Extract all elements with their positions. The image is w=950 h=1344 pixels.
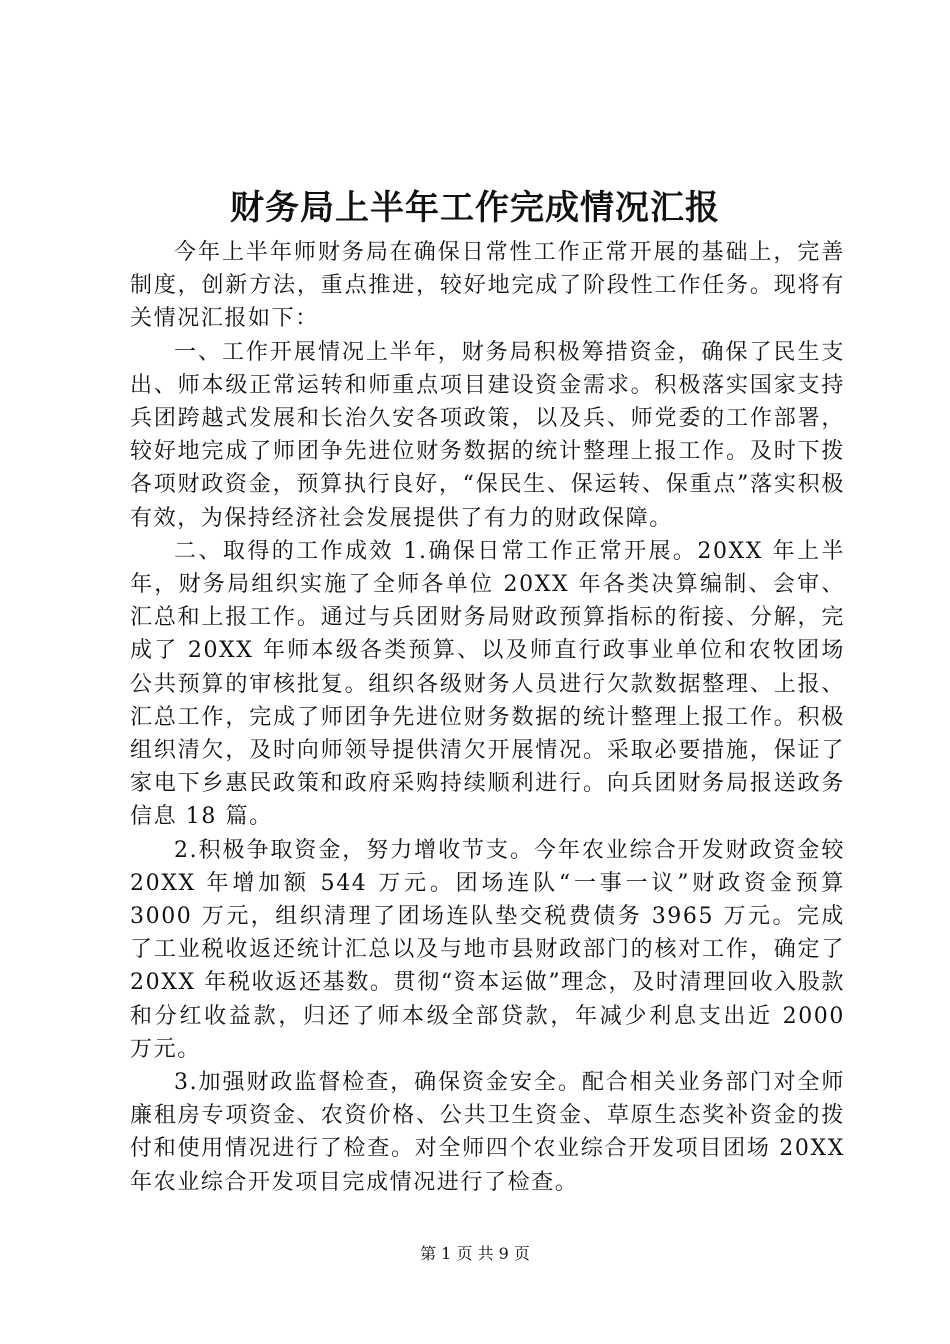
paragraph-section-one: 一、工作开展情况上半年，财务局积极筹措资金，确保了民生支出、师本级正常运转和师重点项目建设资金需求。积极落实国家支持兵团跨越式发展和长治久安各项政策，以及兵、师党委的工作部署，较好地完成了师团争先进位财务数据的统计整理上报工作。及时下拨各项财政资金，预算执行良好，“保民生、保运转、保重点”落实积极有效，为保持经济社会发展提供了有力的财政保障。 (130, 339, 845, 531)
paragraph-intro: 今年上半年师财务局在确保日常性工作正常开展的基础上，完善制度，创新方法，重点推进，较好地完成了阶段性工作任务。现将有关情况汇报如下： (130, 240, 845, 332)
document-body (130, 236, 845, 1199)
page-number-footer: 第 1 页 共 9 页 (420, 1244, 530, 1263)
paragraph-item-two: 2.积极争取资金，努力增收节支。今年农业综合开发财政资金较 20XX 年增加额 544 万元。团场连队“一事一议”财政资金预算 3000 万元，组织清理了团场连队垫交税费债务 3965 万元。完成了工业税收返还统计汇总以及与地市县财政部门的核对工作，确定了 20XX 年税收返还基数。贯彻“资本运做”理念，及时清理回收入股款和分红收益款，归还了师本级全部贷款，年减少利息支出近 2000 万元。 (130, 837, 845, 1062)
paragraph-item-three: 3.加强财政监督检查，确保资金安全。配合相关业务部门对全师廉租房专项资金、农资价格、公共卫生资金、草原生态奖补资金的拨付和使用情况进行了检查。对全师四个农业综合开发项目团场 20XX 年农业综合开发项目完成情况进行了检查。 (130, 1070, 845, 1195)
paragraph-section-two: 二、取得的工作成效 1.确保日常工作正常开展。20XX 年上半年，财务局组织实施了全师各单位 20XX 年各类决算编制、会审、汇总和上报工作。通过与兵团财务局财政预算指标的衔接、分解，完成了 20XX 年师本级各类预算、以及师直行政事业单位和农牧团场公共预算的审核批复。组织各级财务人员进行欠款数据整理、上报、汇总工作，完成了师团争先进位财务数据的统计整理上报工作。积极组织清欠，及时向师领导提供清欠开展情况。采取必要措施，保证了家电下乡惠民政策和政府采购持续顺利进行。向兵团财务局报送政务信息 18 篇。 (130, 538, 845, 830)
document-title: 财务局上半年工作完成情况汇报 (230, 188, 720, 228)
